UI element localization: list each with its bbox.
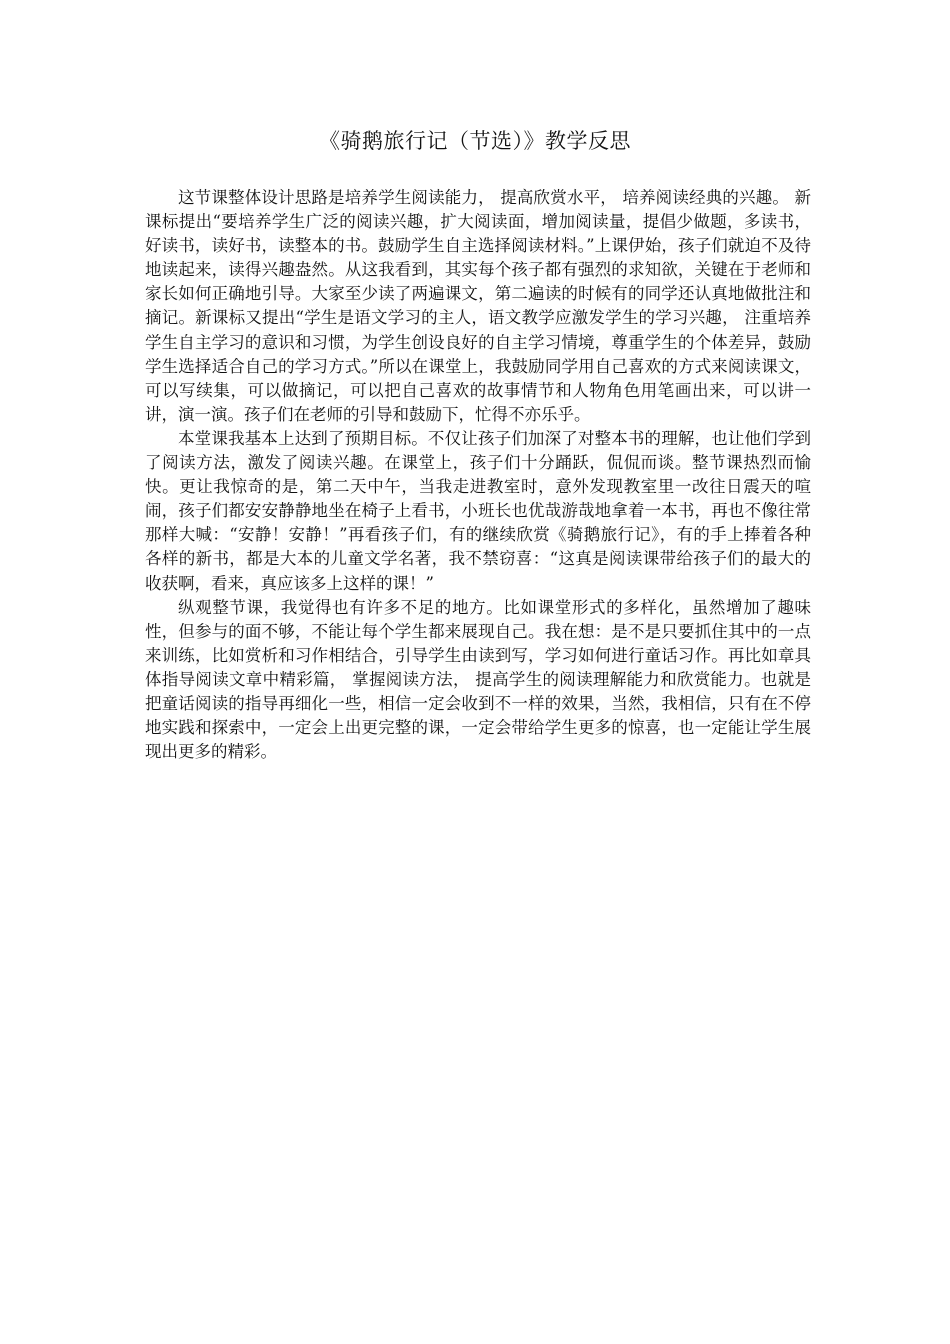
paragraph-2: 本堂课我基本上达到了预期目标。不仅让孩子们加深了对整本书的理解，也让他们学到了阅读方法，激发了阅读兴趣。在课堂上，孩子们十分踊跃，侃侃而谈。整节课热烈而愉快。更让我惊奇的是，第二天中午，当我走进教室时，意外发现教室里一改往日震天的喧闹，孩子们都安安静静地坐在椅子上看书，小班长也优哉游哉地拿着一本书，再也不像往常那样大喊：“安静！安静！”再看孩子们，有的继续欣赏《骑鹅旅行记》，有的手上捧着各种各样的新书，都是大本的儿童文学名著，我不禁窃喜：“这真是阅读课带给孩子们的最大的收获啊，看来，真应该多上这样的课！” (145, 428, 811, 593)
paragraph-3: 纵观整节课，我觉得也有许多不足的地方。比如课堂形式的多样化，虽然增加了趣味性，但参与的面不够，不能让每个学生都来展现自己。我在想：是不是只要抓住其中的一点来训练，比如赏析和习作相结合，引导学生由读到写，学习如何进行童话习作。再比如章具体指导阅读文章中精彩篇， 掌握阅读方法， 提高学生的阅读理解能力和欣赏能力。也就是把童话阅读的指导再细化一些，相信一定会收到不一样的效果，当然，我相信，只有在不停地实践和探索中，一定会上出更完整的课，一定会带给学生更多的惊喜，也一定能让学生展现出更多的精彩。 (145, 597, 811, 762)
paragraph-1: 这节课整体设计思路是培养学生阅读能力， 提高欣赏水平， 培养阅读经典的兴趣。 新课标提出“要培养学生广泛的阅读兴趣，扩大阅读面，增加阅读量，提倡少做题，多读书，好读书，读好书，读整本的书。鼓励学生自主选择阅读材料。”上课伊始，孩子们就迫不及待地读起来，读得兴趣盎然。从这我看到，其实每个孩子都有强烈的求知欲，关键在于老师和家长如何正确地引导。大家至少读了两遍课文，第二遍读的时候有的同学还认真地做批注和摘记。新课标又提出“学生是语文学习的主人，语文教学应激发学生的学习兴趣， 注重培养学生自主学习的意识和习惯，为学生创设良好的自主学习情境，尊重学生的个体差异，鼓励学生选择适合自己的学习方式。”所以在课堂上，我鼓励同学用自己喜欢的方式来阅读课文，可以写续集，可以做摘记，可以把自己喜欢的故事情节和人物角色用笔画出来，可以讲一讲，演一演。孩子们在老师的引导和鼓励下，忙得不亦乐乎。 (145, 188, 811, 424)
document-body (145, 186, 811, 764)
document-title: 《骑鹅旅行记（节选）》教学反思 (319, 129, 631, 153)
